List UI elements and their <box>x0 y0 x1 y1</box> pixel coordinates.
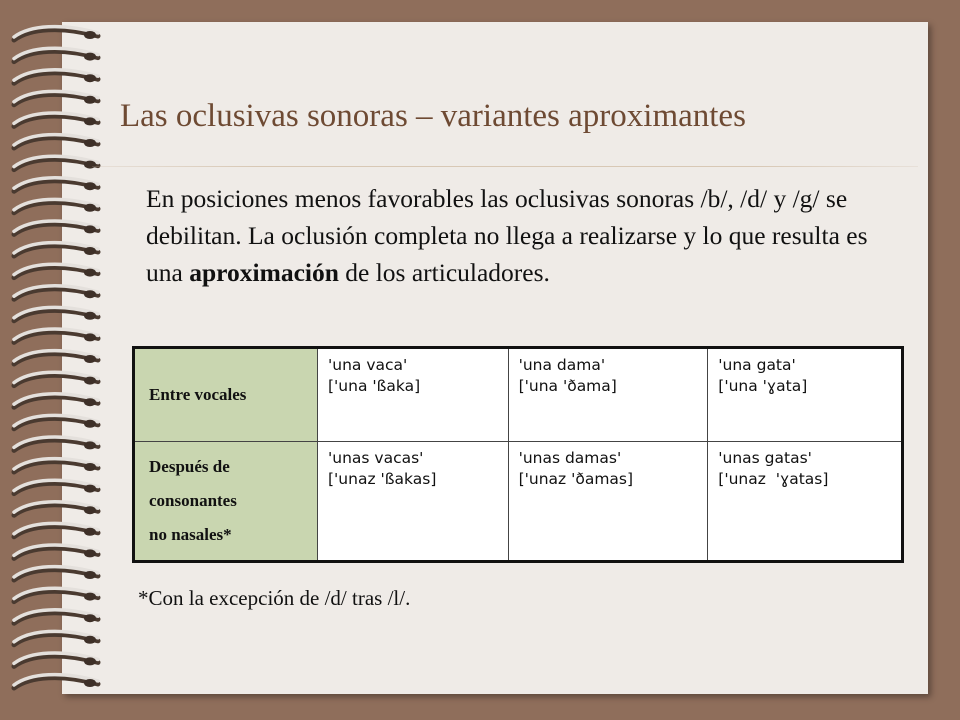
binding-ring-icon <box>14 307 98 320</box>
intro-text: En posiciones menos favorables las oclusivas sonoras /b/, /d/ y /g/ se debilitan. La oclusión completa no llega a realizarse y lo que resulta es una <box>146 184 868 287</box>
table-cell <box>708 442 903 562</box>
binding-ring-icon <box>14 286 98 299</box>
binding-ring-icon <box>14 545 98 558</box>
binding-ring-icon <box>14 243 98 256</box>
binding-ring-icon <box>14 178 98 191</box>
example-ipa: ['unaz 'ɣatas] <box>718 470 829 488</box>
table-cell <box>708 348 903 442</box>
examples-table <box>132 346 904 563</box>
intro-bold-term: aproximación <box>189 258 339 287</box>
example-word: 'una dama' <box>518 356 606 374</box>
binding-ring-icon <box>14 199 98 212</box>
binding-ring-icon <box>14 351 98 364</box>
table-row <box>134 348 903 442</box>
intro-paragraph <box>146 180 876 291</box>
table-cell <box>318 348 509 442</box>
binding-ring-icon <box>14 523 98 536</box>
binding-ring-icon <box>14 610 98 623</box>
example-ipa: ['unaz 'ðamas] <box>518 470 634 488</box>
example-word: 'una vaca' <box>328 356 408 374</box>
binding-ring-icon <box>14 459 98 472</box>
table-row <box>134 442 903 562</box>
table-cell <box>508 442 708 562</box>
table-cell <box>508 348 708 442</box>
example-ipa: ['una 'ðama] <box>518 377 617 395</box>
example-word: 'unas gatas' <box>718 449 812 467</box>
binding-ring-icon <box>14 567 98 580</box>
binding-ring-icon <box>14 675 98 688</box>
row-header-line: no nasales* <box>149 525 232 544</box>
example-word: 'unas vacas' <box>328 449 424 467</box>
row-header-entre-vocales: Entre vocales <box>134 348 318 442</box>
binding-ring-icon <box>14 27 98 40</box>
binding-ring-icon <box>14 48 98 61</box>
example-word: 'unas damas' <box>518 449 622 467</box>
row-header-line: Después de <box>149 457 230 476</box>
table-cell <box>318 442 509 562</box>
binding-ring-icon <box>14 437 98 450</box>
binding-ring-icon <box>14 631 98 644</box>
spiral-binding-icon <box>0 0 110 720</box>
slide-title: Las oclusivas sonoras – variantes aproximantes <box>120 98 746 134</box>
binding-ring-icon <box>14 221 98 234</box>
example-ipa: ['una 'ßaka] <box>328 377 421 395</box>
binding-ring-icon <box>14 394 98 407</box>
footnote: *Con la excepción de /d/ tras /l/. <box>138 586 411 610</box>
binding-ring-icon <box>14 329 98 342</box>
binding-ring-icon <box>14 91 98 104</box>
row-header-line: consonantes <box>149 491 237 510</box>
example-ipa: ['unaz 'ßakas] <box>328 470 437 488</box>
binding-ring-icon <box>14 156 98 169</box>
binding-ring-icon <box>14 372 98 385</box>
binding-ring-icon <box>14 264 98 277</box>
binding-ring-icon <box>14 653 98 666</box>
binding-ring-icon <box>14 135 98 148</box>
example-ipa: ['una 'ɣata] <box>718 377 808 395</box>
title-divider <box>92 166 918 167</box>
example-word: 'una gata' <box>718 356 796 374</box>
row-header-despues-de-consonantes <box>134 442 318 562</box>
binding-ring-icon <box>14 415 98 428</box>
binding-ring-icon <box>14 502 98 515</box>
binding-ring-icon <box>14 70 98 83</box>
binding-ring-icon <box>14 588 98 601</box>
binding-ring-icon <box>14 113 98 126</box>
intro-text-end: de los articuladores. <box>338 258 550 287</box>
binding-ring-icon <box>14 480 98 493</box>
